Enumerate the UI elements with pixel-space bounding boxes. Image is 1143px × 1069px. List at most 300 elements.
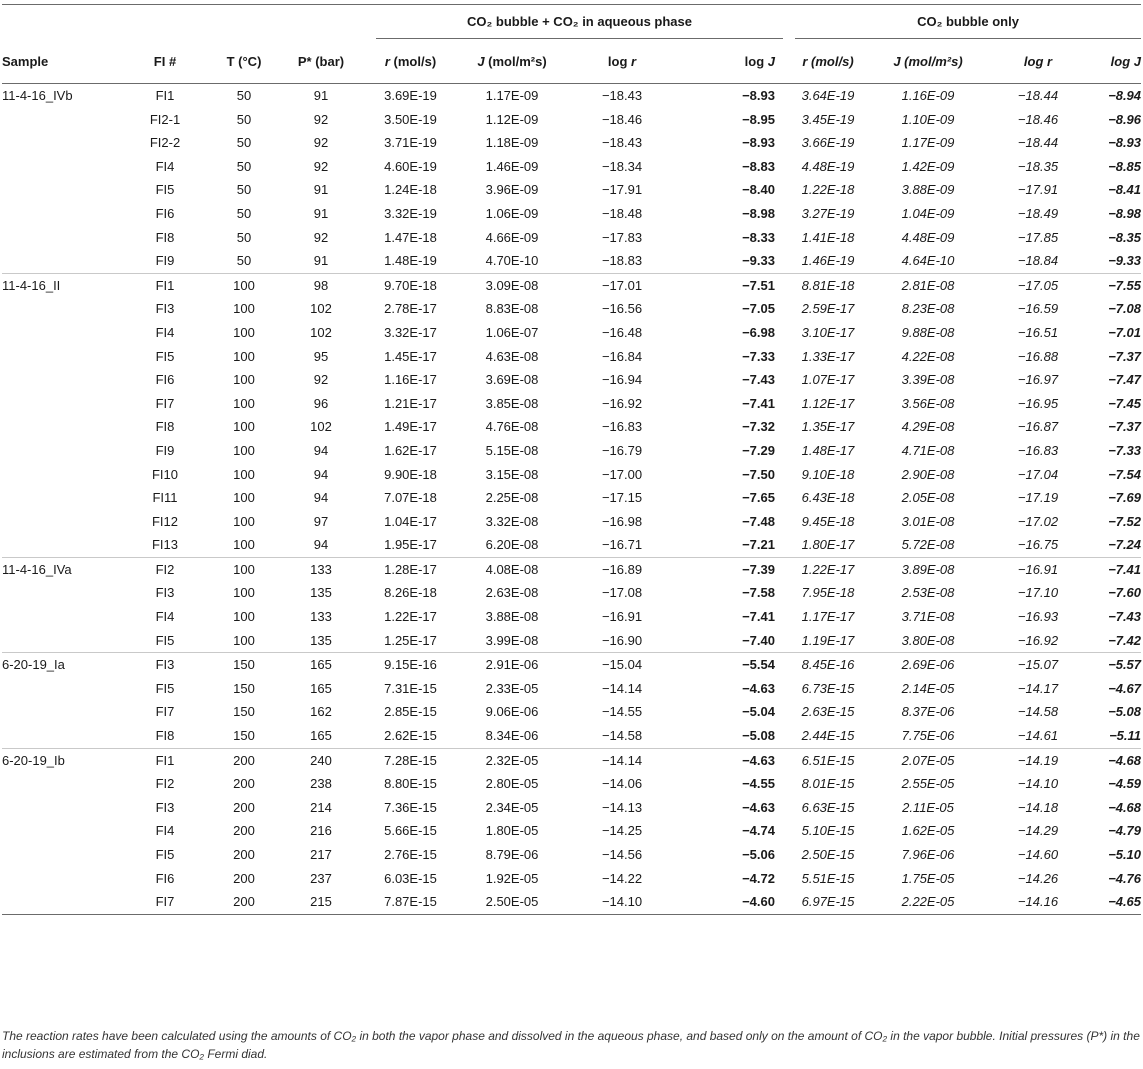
cell-r2: 1.17E-17 [801, 609, 855, 625]
cell-sample [2, 155, 120, 179]
cell-j1: 2.25E-08 [485, 490, 539, 506]
cell-r1: 2.76E-15 [384, 847, 437, 862]
cell-lr1: −18.34 [601, 158, 643, 174]
cell-sample: 11-4-16_IVa [2, 557, 120, 581]
cell-r2: 1.22E-18 [801, 182, 855, 198]
cell-p: 133 [310, 609, 332, 625]
table-row [2, 629, 1141, 653]
cell-t: 200 [233, 823, 255, 839]
cell-j1: 1.46E-09 [485, 158, 539, 174]
cell-j2: 2.11E-05 [902, 799, 954, 815]
cell-r1: 7.36E-15 [384, 799, 437, 815]
cell-fi: FI2-1 [149, 111, 181, 127]
cell-r1: 9.15E-16 [364, 653, 457, 677]
cell-lr1: −14.06 [601, 776, 643, 792]
cell-j2: 9.88E-08 [901, 324, 955, 340]
table-row [2, 202, 1141, 226]
cell-lj1: −7.21 [742, 537, 775, 553]
table-row [2, 819, 1141, 843]
cell-t: 100 [233, 301, 255, 317]
cell-t: 150 [233, 704, 255, 720]
table-header [2, 5, 1141, 84]
cell-j1: 2.63E-08 [485, 585, 539, 601]
cell-lr1: −18.46 [601, 111, 643, 127]
cell-p: 97 [313, 513, 329, 529]
cell-r1: 4.60E-19 [384, 158, 437, 174]
cell-fi: FI10 [151, 466, 178, 482]
table-row [2, 510, 1141, 534]
cell-p: 95 [313, 348, 329, 364]
cell-p: 92 [313, 158, 329, 174]
table-row [2, 677, 1141, 701]
cell-lr2: −16.88 [1017, 348, 1059, 364]
cell-j1: 2.33E-05 [485, 680, 539, 696]
cell-sample [2, 415, 120, 439]
cell-r2: 5.10E-15 [801, 823, 855, 839]
cell-lr1: −16.56 [601, 301, 643, 317]
cell-p: 215 [278, 890, 364, 914]
table-row [2, 486, 1141, 510]
col-header-r1: r (mol/s) [364, 39, 457, 84]
cell-lr1: −16.83 [601, 419, 643, 435]
cell-lr2: −14.61 [1017, 728, 1059, 744]
cell-lj2: −7.54 [1108, 466, 1142, 482]
cell-sample [2, 605, 120, 629]
cell-j1: 3.96E-09 [485, 182, 539, 198]
cell-sample: 6-20-19_Ia [2, 653, 120, 677]
cell-r1: 2.78E-17 [384, 301, 437, 317]
cell-lj2: −4.68 [1093, 748, 1141, 772]
table-row [2, 533, 1141, 557]
cell-t: 50 [236, 253, 252, 269]
cell-r2: 3.10E-17 [801, 324, 855, 340]
cell-lr1: −14.58 [601, 728, 643, 744]
cell-r2: 2.63E-15 [801, 704, 855, 720]
cell-sample [2, 677, 120, 701]
cell-lj2: −5.10 [1108, 847, 1142, 862]
cell-t: 100 [233, 490, 255, 506]
cell-r1: 1.24E-18 [384, 182, 437, 198]
cell-lj2: −7.69 [1108, 490, 1142, 506]
col-header-fi: FI # [120, 39, 210, 84]
cell-sample [2, 819, 120, 843]
cell-r2: 7.95E-18 [801, 585, 855, 601]
cell-fi: FI1 [155, 88, 175, 103]
cell-j2: 2.55E-05 [901, 776, 955, 792]
cell-lr1: −16.91 [601, 609, 643, 625]
cell-lj2: −7.08 [1108, 301, 1142, 317]
cell-lj2: −8.93 [1108, 135, 1142, 151]
cell-j2: 7.96E-06 [901, 847, 955, 862]
cell-j1: 2.34E-05 [485, 799, 539, 815]
cell-j2: 3.56E-08 [901, 395, 955, 411]
cell-t: 100 [233, 324, 255, 340]
table-row [2, 796, 1141, 820]
cell-lr2: −18.44 [1017, 135, 1059, 151]
cell-t: 200 [233, 847, 255, 862]
cell-p: 135 [310, 585, 332, 601]
cell-sample [2, 581, 120, 605]
cell-fi: FI7 [155, 395, 175, 411]
cell-lr1: −17.00 [601, 466, 643, 482]
cell-j2: 1.16E-09 [901, 88, 955, 103]
cell-lj2: −7.43 [1108, 609, 1142, 625]
cell-j2: 5.72E-08 [901, 537, 955, 553]
table-row [2, 368, 1141, 392]
cell-t: 200 [233, 870, 255, 886]
cell-lj2: −7.24 [1108, 537, 1142, 553]
cell-t: 100 [233, 513, 255, 529]
group-header-bubble-only: CO₂ bubble only [795, 5, 1141, 39]
cell-j1: 4.70E-10 [485, 253, 539, 269]
cell-j2: 2.05E-08 [901, 490, 955, 506]
cell-lr2: −17.02 [1017, 513, 1059, 529]
cell-p: 216 [310, 823, 332, 839]
cell-sample [2, 439, 120, 463]
cell-lr1: −14.10 [567, 890, 677, 914]
cell-p: 94 [313, 490, 329, 506]
cell-lj1: −8.93 [742, 135, 775, 151]
cell-fi: FI6 [155, 372, 175, 388]
cell-lr2: −18.44 [1017, 88, 1059, 103]
cell-lr1: −14.56 [601, 847, 643, 862]
cell-fi: FI8 [155, 419, 175, 435]
cell-lj1: −4.74 [742, 823, 775, 839]
cell-j2: 1.10E-09 [901, 111, 955, 127]
cell-r2: 4.48E-19 [801, 158, 855, 174]
cell-t: 100 [210, 273, 278, 297]
cell-lr1: −18.43 [601, 135, 643, 151]
cell-fi: FI8 [155, 728, 175, 744]
cell-fi: FI9 [155, 442, 175, 458]
cell-t: 100 [233, 632, 255, 648]
cell-lr2: −16.51 [1017, 324, 1059, 340]
table-row [2, 226, 1141, 250]
cell-r2: 1.07E-17 [801, 372, 855, 388]
cell-t: 50 [236, 111, 252, 127]
cell-r2: 8.45E-16 [783, 653, 873, 677]
cell-lj1: −4.55 [742, 776, 775, 792]
cell-lj2: −5.11 [1109, 728, 1142, 744]
cell-lr2: −18.46 [1017, 111, 1059, 127]
cell-r2: 3.45E-19 [801, 111, 855, 127]
cell-lj2: −7.45 [1108, 395, 1142, 411]
table-row [2, 724, 1141, 748]
cell-sample [2, 772, 120, 796]
cell-j1: 3.99E-08 [485, 632, 539, 648]
cell-j1: 3.69E-08 [485, 372, 539, 388]
cell-r2: 1.41E-18 [801, 229, 855, 245]
col-header-pressure: P* (bar) [278, 39, 364, 84]
cell-lj2: −4.59 [1108, 776, 1142, 792]
cell-fi: FI3 [155, 799, 175, 815]
cell-r2: 2.50E-15 [801, 847, 855, 862]
cell-p: 96 [313, 395, 329, 411]
cell-fi: FI7 [155, 704, 175, 720]
cell-t: 150 [233, 728, 255, 744]
cell-lj1: −7.32 [742, 419, 775, 435]
cell-lr2: −16.93 [1017, 609, 1059, 625]
cell-lr2: −17.05 [983, 273, 1093, 297]
cell-p: 98 [278, 273, 364, 297]
cell-lj2: −7.33 [1108, 442, 1142, 458]
cell-fi: FI5 [155, 680, 175, 696]
table-row [2, 84, 1141, 108]
cell-j1: 5.15E-08 [485, 442, 539, 458]
cell-lj1: −9.33 [742, 253, 775, 269]
cell-j1: 1.92E-05 [485, 870, 539, 886]
cell-p: 165 [310, 728, 332, 744]
cell-r1: 7.87E-15 [364, 890, 457, 914]
table-body [2, 84, 1141, 915]
cell-fi: FI13 [151, 537, 178, 553]
cell-j1: 1.17E-09 [485, 88, 539, 103]
cell-lr2: −14.29 [1017, 823, 1059, 839]
cell-r1: 7.31E-15 [384, 680, 437, 696]
cell-r2: 1.22E-17 [783, 557, 873, 581]
cell-t: 50 [236, 205, 252, 221]
cell-j2: 3.01E-08 [901, 513, 955, 529]
cell-lr1: −14.25 [601, 823, 643, 839]
cell-r2: 9.10E-18 [801, 466, 855, 482]
cell-r2: 3.64E-19 [801, 88, 855, 103]
cell-r1: 7.07E-18 [384, 490, 437, 506]
cell-lr1: −17.15 [601, 490, 643, 506]
cell-lj2: −7.55 [1093, 273, 1141, 297]
cell-lj2: −8.35 [1108, 229, 1142, 245]
cell-r2: 5.51E-15 [801, 870, 855, 886]
cell-lr1: −18.43 [601, 88, 643, 103]
cell-lj2: −4.76 [1108, 870, 1142, 886]
cell-lj2: −7.47 [1108, 372, 1142, 388]
cell-t: 100 [233, 372, 255, 388]
cell-lj1: −5.04 [742, 704, 775, 720]
cell-lj2: −8.94 [1108, 88, 1142, 103]
cell-sample [2, 178, 120, 202]
cell-lj1: −7.41 [742, 609, 775, 625]
cell-r2: 2.59E-17 [801, 301, 855, 317]
cell-sample [2, 867, 120, 891]
cell-lr2: −14.10 [1017, 776, 1059, 792]
cell-j2: 4.71E-08 [901, 442, 955, 458]
cell-p: 91 [313, 253, 329, 269]
cell-lj1: −7.58 [742, 585, 775, 601]
cell-j2: 3.89E-08 [873, 557, 983, 581]
cell-j2: 3.39E-08 [901, 372, 955, 388]
group-header-bubble-aqueous: CO₂ bubble + CO₂ in aqueous phase [376, 5, 783, 39]
table-footnote: The reaction rates have been calculated using the amounts of CO₂ in both the vapor phase and dissolved in the aqueous phase, and based only on the amount of CO₂ in the vapor bubble. Initial pressures (P*) in the inclusions are estimated from the CO₂ Fermi diad. [2, 1029, 1140, 1061]
cell-lr2: −17.19 [1017, 490, 1059, 506]
cell-lr2: −16.91 [983, 557, 1093, 581]
cell-lj1: −4.63 [677, 748, 783, 772]
cell-lr2: −17.85 [1017, 229, 1059, 245]
cell-lr2: −18.35 [1017, 158, 1059, 174]
cell-fi: FI5 [155, 348, 175, 364]
table-row [2, 772, 1141, 796]
cell-j1: 1.18E-09 [485, 135, 539, 151]
cell-p: 92 [313, 372, 329, 388]
cell-lj1: −8.33 [742, 229, 775, 245]
cell-fi: FI9 [155, 253, 175, 269]
cell-lj1: −8.83 [742, 158, 775, 174]
cell-sample [2, 202, 120, 226]
cell-r2: 1.46E-19 [801, 253, 855, 269]
cell-r1: 2.85E-15 [384, 704, 437, 720]
cell-t: 50 [236, 135, 252, 151]
cell-lj1: −8.93 [742, 88, 775, 103]
cell-j1: 3.32E-08 [485, 513, 539, 529]
cell-r2: 1.12E-17 [801, 395, 855, 411]
cell-sample [2, 392, 120, 416]
cell-lr2: −16.59 [1017, 301, 1059, 317]
cell-lj1: −7.50 [742, 466, 775, 482]
cell-r1: 1.45E-17 [384, 348, 437, 364]
cell-p: 92 [313, 135, 329, 151]
cell-lj2: −8.85 [1108, 158, 1142, 174]
table-row [2, 249, 1141, 273]
cell-j1: 2.91E-06 [457, 653, 567, 677]
cell-r1: 5.66E-15 [384, 823, 437, 839]
cell-j2: 1.04E-09 [901, 205, 955, 221]
cell-fi: FI12 [151, 513, 178, 529]
cell-p: 102 [310, 301, 332, 317]
cell-fi: FI1 [120, 748, 210, 772]
cell-lj2: −8.96 [1108, 111, 1142, 127]
cell-r1: 1.16E-17 [384, 372, 437, 388]
cell-p: 165 [310, 680, 332, 696]
cell-lj1: −6.98 [742, 324, 775, 340]
cell-sample [2, 131, 120, 155]
table-row [2, 439, 1141, 463]
cell-fi: FI11 [152, 490, 178, 506]
cell-p: 133 [278, 557, 364, 581]
cell-t: 200 [233, 776, 255, 792]
cell-lj1: −7.40 [742, 632, 775, 648]
cell-j2: 1.75E-05 [901, 870, 955, 886]
col-header-temperature: T (°C) [210, 39, 278, 84]
cell-r1: 1.28E-17 [364, 557, 457, 581]
cell-lr1: −15.04 [567, 653, 677, 677]
table-row [2, 653, 1141, 677]
cell-lj2: −7.37 [1108, 419, 1142, 435]
col-header-j1: J (mol/m²s) [457, 39, 567, 84]
cell-t: 200 [233, 799, 255, 815]
cell-lr1: −14.22 [601, 870, 643, 886]
cell-r1: 3.32E-17 [384, 324, 437, 340]
cell-lr1: −18.83 [601, 253, 643, 269]
cell-lr2: −18.84 [1017, 253, 1059, 269]
cell-r2: 6.97E-15 [783, 890, 873, 914]
cell-sample: 6-20-19_Ib [2, 748, 120, 772]
cell-sample [2, 463, 120, 487]
cell-lr1: −14.55 [601, 704, 643, 720]
cell-r1: 7.28E-15 [364, 748, 457, 772]
cell-j1: 3.88E-08 [485, 609, 539, 625]
cell-lj2: −4.68 [1108, 799, 1142, 815]
table-row [2, 463, 1141, 487]
cell-p: 214 [310, 799, 332, 815]
cell-lr1: −17.08 [601, 585, 643, 601]
cell-t: 100 [233, 609, 255, 625]
cell-r2: 8.01E-15 [801, 776, 855, 792]
cell-j2: 1.62E-05 [901, 823, 955, 839]
cell-t: 50 [236, 182, 252, 198]
cell-p: 165 [278, 653, 364, 677]
cell-r2: 6.43E-18 [801, 490, 855, 506]
cell-j2: 3.88E-09 [901, 182, 955, 198]
cell-r2: 1.80E-17 [801, 537, 855, 553]
col-header-r2: r (mol/s) [783, 39, 873, 84]
cell-p: 102 [310, 419, 332, 435]
cell-sample [2, 368, 120, 392]
cell-lj2: −4.79 [1108, 823, 1142, 839]
cell-j1: 3.85E-08 [485, 395, 539, 411]
cell-t: 100 [233, 585, 255, 601]
cell-p: 92 [313, 229, 329, 245]
col-header-j2: J (mol/m²s) [873, 39, 983, 84]
cell-sample [2, 510, 120, 534]
cell-t: 100 [210, 557, 278, 581]
cell-j2: 4.64E-10 [901, 253, 955, 269]
cell-r1: 1.21E-17 [384, 395, 437, 411]
cell-p: 92 [313, 111, 329, 127]
cell-j2: 7.75E-06 [901, 728, 955, 744]
cell-sample [2, 108, 120, 132]
cell-lr1: −16.94 [601, 372, 643, 388]
table-row [2, 321, 1141, 345]
cell-p: 94 [313, 442, 329, 458]
cell-r2: 9.45E-18 [801, 513, 855, 529]
col-header-logj2: log J [1093, 39, 1141, 84]
cell-j1: 4.08E-08 [457, 557, 567, 581]
cell-r1: 1.48E-19 [384, 253, 437, 269]
cell-r2: 2.44E-15 [801, 728, 855, 744]
cell-r1: 3.50E-19 [384, 111, 437, 127]
cell-sample [2, 843, 120, 867]
cell-j1: 1.80E-05 [485, 823, 539, 839]
cell-sample: 11-4-16_IVb [2, 88, 73, 103]
cell-lr1: −16.89 [567, 557, 677, 581]
cell-fi: FI4 [155, 609, 175, 625]
cell-r2: 1.35E-17 [801, 419, 855, 435]
table-row [2, 131, 1141, 155]
cell-fi: FI4 [155, 158, 175, 174]
cell-t: 50 [236, 229, 252, 245]
cell-p: 237 [310, 870, 332, 886]
cell-lr1: −14.13 [601, 799, 643, 815]
cell-r1: 2.62E-15 [384, 728, 437, 744]
cell-fi: FI8 [155, 229, 175, 245]
cell-j2: 8.23E-08 [901, 301, 955, 317]
cell-lj2: −7.01 [1108, 324, 1142, 340]
cell-j1: 3.09E-08 [457, 273, 567, 297]
cell-fi: FI6 [155, 205, 175, 221]
cell-fi: FI5 [155, 182, 175, 198]
cell-sample [2, 629, 120, 653]
table-row [2, 843, 1141, 867]
cell-lr2: −17.91 [1017, 182, 1059, 198]
cell-r1: 6.03E-15 [384, 870, 437, 886]
table-row [2, 867, 1141, 891]
cell-t: 150 [233, 680, 255, 696]
cell-lr2: −16.97 [1017, 372, 1059, 388]
cell-r1: 8.80E-15 [384, 776, 437, 792]
cell-r1: 1.95E-17 [384, 537, 437, 553]
cell-r1: 3.69E-19 [384, 88, 437, 103]
table-row [2, 297, 1141, 321]
cell-p: 94 [313, 466, 329, 482]
cell-r2: 6.63E-15 [801, 799, 855, 815]
